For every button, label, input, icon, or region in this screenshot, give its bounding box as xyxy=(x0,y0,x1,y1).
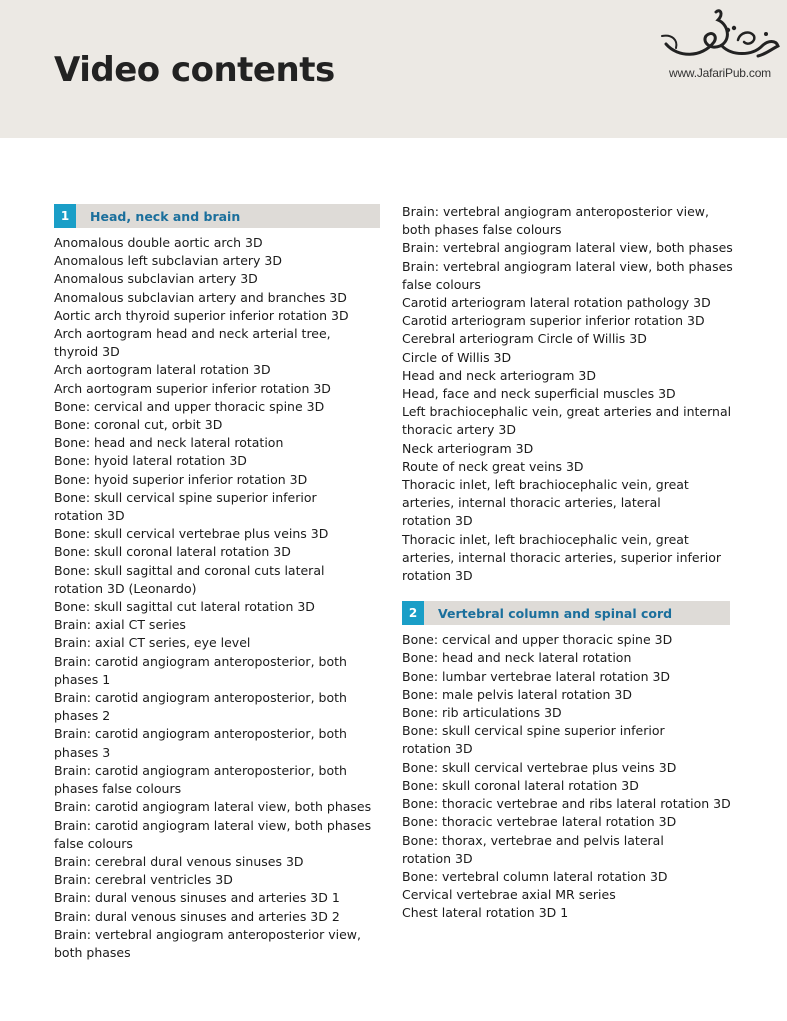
video-entry-line: Chest lateral rotation 3D 1 xyxy=(402,905,569,921)
video-entry[interactable] xyxy=(402,440,730,458)
header-band xyxy=(0,0,787,138)
video-entry-line: Aortic arch thyroid superior inferior rotation 3D xyxy=(54,307,349,323)
video-entry[interactable] xyxy=(54,434,380,452)
video-entry-line: Bone: skull cervical vertebrae plus veins 3D xyxy=(402,759,677,775)
video-entry-line: Bone: head and neck lateral rotation xyxy=(54,435,284,451)
video-entry-line: Bone: thoracic vertebrae lateral rotation 3D xyxy=(402,814,677,830)
page-title: Video contents xyxy=(54,50,335,90)
video-entry[interactable] xyxy=(402,531,730,586)
video-entry-line: Arch aortogram head and neck arterial tree, xyxy=(54,326,331,342)
video-entry-line: Bone: skull cervical spine superior inferior xyxy=(402,723,665,739)
video-entry[interactable] xyxy=(402,385,730,403)
video-entry[interactable] xyxy=(402,686,730,704)
video-entry-line: phases 1 xyxy=(54,671,111,687)
video-entry-line: Brain: carotid angiogram lateral view, both phases xyxy=(54,817,372,833)
right-column xyxy=(402,203,733,923)
video-entry-line: Bone: skull cervical spine superior inferior xyxy=(54,489,317,505)
video-entry[interactable] xyxy=(54,725,380,761)
video-entry[interactable] xyxy=(54,489,380,525)
video-entry-line: phases 3 xyxy=(54,744,111,760)
section-title: Vertebral column and spinal cord xyxy=(438,605,673,621)
video-entry[interactable] xyxy=(402,704,730,722)
video-entry[interactable] xyxy=(402,886,730,904)
video-entry-line: Bone: hyoid lateral rotation 3D xyxy=(54,453,247,469)
video-entry-line: Bone: skull coronal lateral rotation 3D xyxy=(402,777,639,793)
video-entry-line: phases 2 xyxy=(54,708,111,724)
video-entry-line: phases false colours xyxy=(54,781,182,797)
video-entry[interactable] xyxy=(402,476,730,531)
video-entry-line: Arch aortogram superior inferior rotation 3D xyxy=(54,380,331,396)
video-entry-line: Brain: carotid angiogram anteroposterior, both xyxy=(54,690,347,706)
video-entry[interactable] xyxy=(402,668,730,686)
publisher-url[interactable]: www.JafariPub.com xyxy=(669,66,771,80)
video-entry-line: Brain: carotid angiogram anteroposterior, both xyxy=(54,726,347,742)
video-entry-line: Brain: vertebral angiogram anteroposterior view, xyxy=(402,204,709,219)
video-entry-line: Brain: carotid angiogram lateral view, both phases xyxy=(54,799,372,815)
video-entry-line: Bone: vertebral column lateral rotation 3D xyxy=(402,868,668,884)
calligraphy-logo-icon xyxy=(658,6,782,64)
video-entry[interactable] xyxy=(54,889,380,907)
video-entry-line: Thoracic inlet, left brachiocephalic vein, great xyxy=(402,531,689,547)
video-entry[interactable] xyxy=(54,398,380,416)
video-entry[interactable] xyxy=(402,458,730,476)
video-entry-line: Brain: dural venous sinuses and arteries 3D 2 xyxy=(54,908,340,924)
video-entry-line: false colours xyxy=(402,276,481,292)
video-entry[interactable] xyxy=(402,777,730,795)
video-entry[interactable] xyxy=(54,361,380,379)
video-entry[interactable] xyxy=(54,798,380,816)
video-entry-line: Neck arteriogram 3D xyxy=(402,440,534,456)
video-entry[interactable] xyxy=(54,908,380,926)
video-entry[interactable] xyxy=(402,349,730,367)
video-entry-line: Cerebral arteriogram Circle of Willis 3D xyxy=(402,331,647,347)
video-entry-line: Bone: skull coronal lateral rotation 3D xyxy=(54,544,291,560)
video-entry[interactable] xyxy=(54,817,380,853)
video-entry-line: thyroid 3D xyxy=(54,344,120,360)
video-entry-line: Thoracic inlet, left brachiocephalic vein, great xyxy=(402,477,689,493)
video-entry-line: thoracic artery 3D xyxy=(402,422,516,438)
video-entry[interactable] xyxy=(402,367,730,385)
video-entry[interactable] xyxy=(54,616,380,634)
video-entry-line: Circle of Willis 3D xyxy=(402,349,512,365)
video-entry[interactable] xyxy=(54,307,380,325)
video-entry-line: Bone: skull sagittal cut lateral rotation 3D xyxy=(54,599,315,615)
video-entry[interactable] xyxy=(402,832,730,868)
section-number: 1 xyxy=(54,204,76,228)
video-entry-line: Brain: cerebral ventricles 3D xyxy=(54,872,233,888)
video-entry-line: rotation 3D (Leonardo) xyxy=(54,580,197,596)
video-entry[interactable] xyxy=(54,543,380,561)
video-entry-line: Bone: skull cervical vertebrae plus veins 3D xyxy=(54,526,329,542)
video-entry[interactable] xyxy=(54,252,380,270)
section-number: 2 xyxy=(402,601,424,625)
video-entry-line: Carotid arteriogram superior inferior rotation 3D xyxy=(402,313,705,329)
video-entry[interactable] xyxy=(54,634,380,652)
video-entry[interactable] xyxy=(402,239,733,257)
video-entry-line: Brain: carotid angiogram anteroposterior, both xyxy=(54,653,347,669)
video-entry[interactable] xyxy=(54,653,380,689)
video-entry-line: false colours xyxy=(54,835,133,851)
video-entry-line: Left brachiocephalic vein, great arteries and internal xyxy=(402,404,732,420)
video-entry-line: Bone: hyoid superior inferior rotation 3D xyxy=(54,471,308,487)
video-entry-line: Anomalous subclavian artery and branches 3D xyxy=(54,289,347,305)
video-entry-line: Anomalous double aortic arch 3D xyxy=(54,235,263,250)
video-entry[interactable] xyxy=(402,258,733,294)
video-entry[interactable] xyxy=(54,853,380,871)
video-entry-line: Bone: cervical and upper thoracic spine 3D xyxy=(402,632,673,648)
video-entry-line: Route of neck great veins 3D xyxy=(402,458,584,474)
video-entry[interactable] xyxy=(54,452,380,470)
video-entry-line: Brain: axial CT series, eye level xyxy=(54,635,251,651)
video-entry[interactable] xyxy=(402,294,730,312)
video-entry[interactable] xyxy=(54,234,380,252)
video-entry[interactable] xyxy=(54,562,380,598)
video-entry[interactable] xyxy=(54,471,380,489)
video-entry[interactable] xyxy=(54,598,380,616)
video-entry-line: Brain: vertebral angiogram lateral view, both phases xyxy=(402,258,733,274)
left-column xyxy=(54,204,380,962)
video-entry[interactable] xyxy=(402,904,730,922)
video-entry[interactable] xyxy=(54,325,380,361)
video-entry[interactable] xyxy=(402,631,730,649)
video-entry-line: Brain: carotid angiogram anteroposterior, both xyxy=(54,762,347,778)
video-entry[interactable] xyxy=(402,759,730,777)
video-entry-line: Brain: vertebral angiogram anteroposterior view, xyxy=(54,926,361,942)
video-entry-line: Brain: cerebral dural venous sinuses 3D xyxy=(54,853,304,869)
video-entry-line: Brain: dural venous sinuses and arteries 3D 1 xyxy=(54,890,340,906)
video-entry[interactable] xyxy=(402,722,730,758)
video-entry[interactable] xyxy=(54,926,380,962)
video-entry-line: Bone: lumbar vertebrae lateral rotation 3D xyxy=(402,668,671,684)
section-title: Head, neck and brain xyxy=(90,208,241,224)
video-entry[interactable] xyxy=(402,403,730,439)
section-header xyxy=(54,204,380,228)
video-entry[interactable] xyxy=(54,416,380,434)
video-entry[interactable] xyxy=(54,380,380,398)
video-list xyxy=(402,631,730,922)
video-entry-line: Bone: thorax, vertebrae and pelvis lateral xyxy=(402,832,664,848)
video-entry-line: Bone: head and neck lateral rotation xyxy=(402,650,632,666)
video-entry[interactable] xyxy=(54,270,380,288)
publisher-logo[interactable] xyxy=(658,6,782,86)
video-entry[interactable] xyxy=(402,330,730,348)
video-entry[interactable] xyxy=(54,762,380,798)
video-entry-line: Bone: coronal cut, orbit 3D xyxy=(54,417,223,433)
video-entry-line: both phases false colours xyxy=(402,222,562,238)
video-entry[interactable] xyxy=(54,525,380,543)
video-entry-line: Brain: vertebral angiogram lateral view, both phases xyxy=(402,240,733,256)
video-entry-line: Arch aortogram lateral rotation 3D xyxy=(54,362,271,378)
video-entry-line: rotation 3D xyxy=(402,568,473,584)
section-header xyxy=(402,601,730,625)
video-list xyxy=(54,234,380,962)
video-entry-line: Head and neck arteriogram 3D xyxy=(402,367,596,383)
video-entry[interactable] xyxy=(402,203,730,239)
video-entry-line: Anomalous subclavian artery 3D xyxy=(54,271,258,287)
video-entry-line: Cervical vertebrae axial MR series xyxy=(402,887,616,903)
video-entry-line: arteries, internal thoracic arteries, superior inferior xyxy=(402,549,722,565)
video-entry-line: Carotid arteriogram lateral rotation pathology 3D xyxy=(402,295,711,311)
video-entry[interactable] xyxy=(402,813,730,831)
video-entry-line: Anomalous left subclavian artery 3D xyxy=(54,253,282,269)
video-entry[interactable] xyxy=(402,868,730,886)
video-entry-line: Bone: rib articulations 3D xyxy=(402,705,562,721)
video-entry-line: rotation 3D xyxy=(402,741,473,757)
video-entry-line: both phases xyxy=(54,944,131,960)
video-entry-line: Bone: male pelvis lateral rotation 3D xyxy=(402,686,632,702)
video-entry-line: rotation 3D xyxy=(402,513,473,529)
video-entry-line: arteries, internal thoracic arteries, lateral xyxy=(402,495,661,511)
video-entry[interactable] xyxy=(402,649,730,667)
video-list xyxy=(402,203,733,585)
video-entry[interactable] xyxy=(54,289,380,307)
video-entry-line: Bone: thoracic vertebrae and ribs lateral rotation 3D xyxy=(402,796,731,812)
video-entry-line: Head, face and neck superficial muscles 3D xyxy=(402,386,676,402)
video-entry-line: Bone: cervical and upper thoracic spine 3D xyxy=(54,398,325,414)
video-entry-line: rotation 3D xyxy=(402,850,473,866)
video-entry[interactable] xyxy=(54,689,380,725)
video-entry[interactable] xyxy=(402,795,730,813)
video-entry[interactable] xyxy=(402,312,730,330)
video-entry[interactable] xyxy=(54,871,380,889)
video-entry-line: rotation 3D xyxy=(54,508,125,524)
video-entry-line: Bone: skull sagittal and coronal cuts lateral xyxy=(54,562,325,578)
video-entry-line: Brain: axial CT series xyxy=(54,617,186,633)
